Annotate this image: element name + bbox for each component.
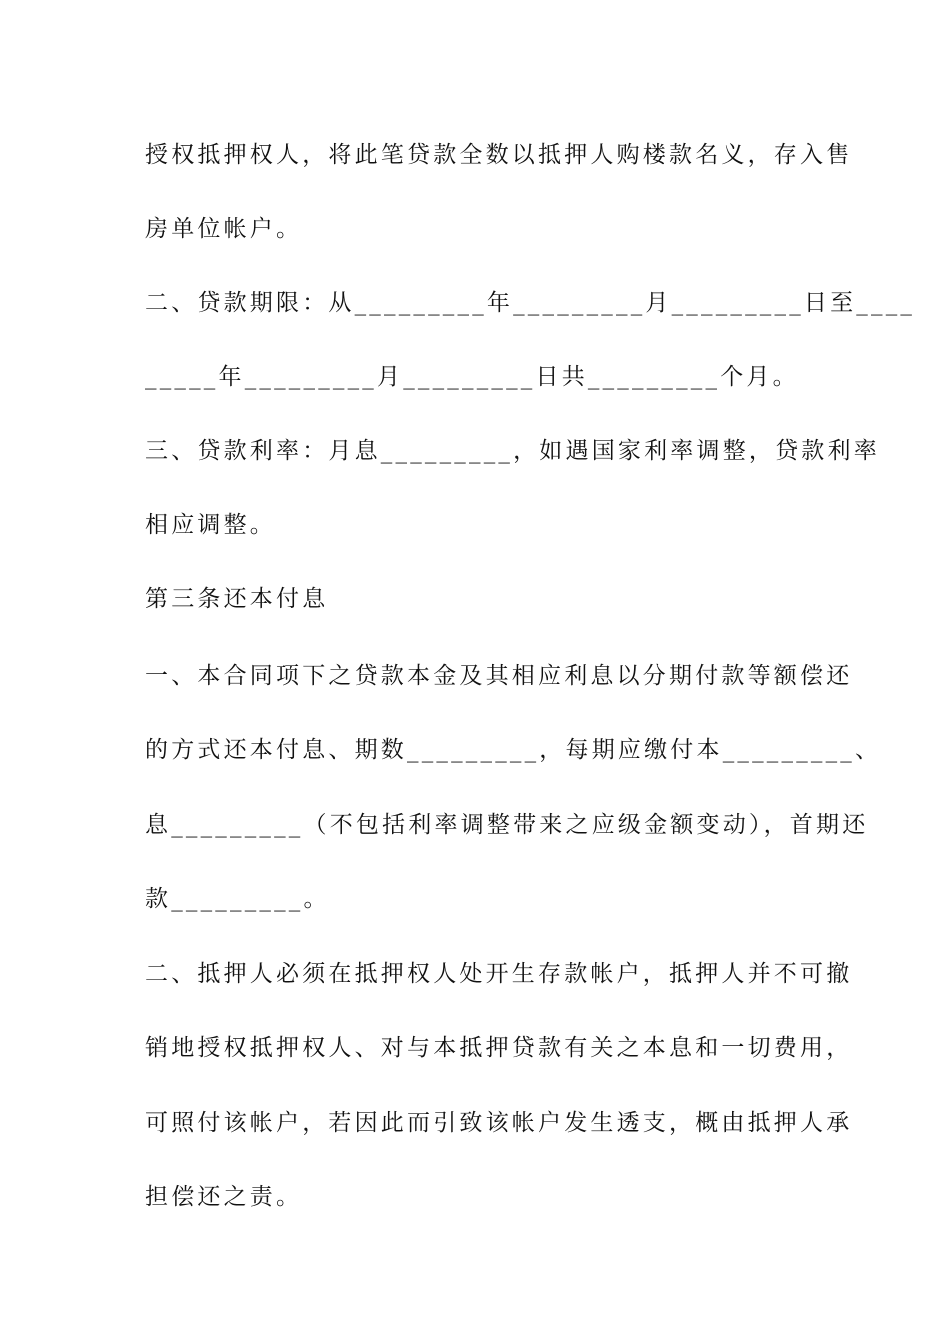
paragraph-line: 相应调整。 — [145, 512, 276, 538]
paragraph-line: 款_________。 — [145, 886, 330, 912]
paragraph-line: 息_________（不包括利率调整带来之应级金额变动），首期还 — [145, 812, 869, 838]
paragraph-line: 二、贷款期限：从_________年_________月_________日至____ — [145, 290, 916, 316]
paragraph-line: 房单位帐户。 — [145, 216, 303, 242]
paragraph-line: 一、本合同项下之贷款本金及其相应利息以分期付款等额偿还 — [145, 663, 853, 689]
paragraph-line: 担偿还之责。 — [145, 1184, 303, 1210]
paragraph-line: 二、抵押人必须在抵押权人处开生存款帐户，抵押人并不可撤 — [145, 961, 853, 987]
paragraph-line: 的方式还本付息、期数_________，每期应缴付本_________、 — [145, 737, 882, 763]
paragraph-line: 授权抵押权人，将此笔贷款全数以抵押人购楼款名义，存入售 — [145, 142, 853, 168]
paragraph-line: 销地授权抵押权人、对与本抵押贷款有关之本息和一切费用， — [145, 1035, 853, 1061]
section-heading: 第三条还本付息 — [145, 586, 329, 612]
paragraph-line: 三、贷款利率：月息_________，如遇国家利率调整，贷款利率 — [145, 438, 880, 464]
paragraph-line: 可照付该帐户，若因此而引致该帐户发生透支，概由抵押人承 — [145, 1110, 853, 1136]
paragraph-line: _____年_________月_________日共_________个月。 — [145, 364, 799, 390]
